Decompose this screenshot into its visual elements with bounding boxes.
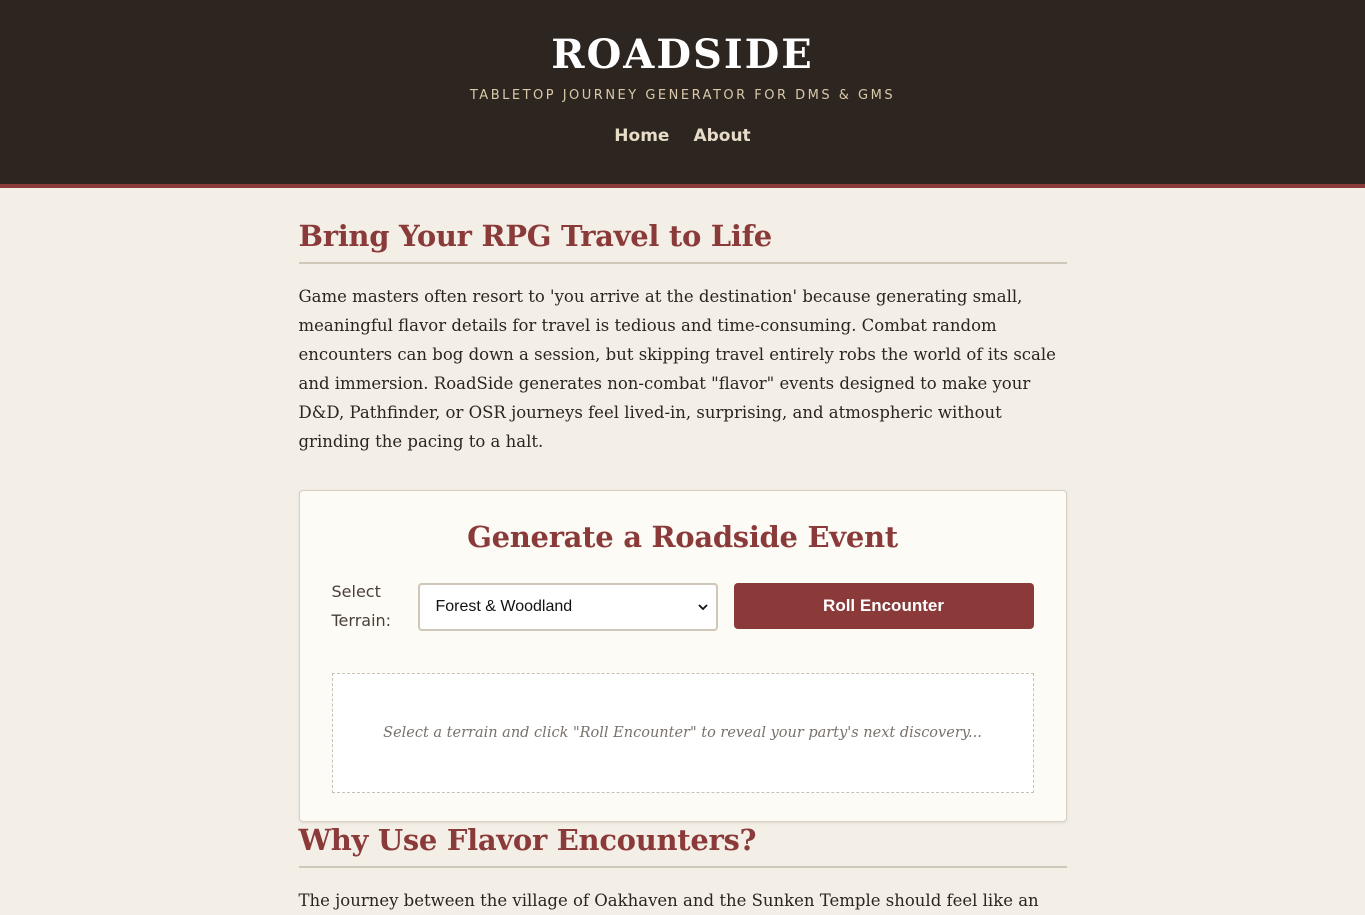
roll-encounter-button[interactable]: Roll Encounter xyxy=(734,583,1034,629)
nav-home-link[interactable]: Home xyxy=(614,126,670,146)
why-title: Why Use Flavor Encounters? xyxy=(299,822,1067,868)
terrain-selected-value: Forest & Woodland xyxy=(435,598,573,615)
main-nav xyxy=(0,126,1365,146)
chevron-down-icon xyxy=(698,602,708,612)
site-header xyxy=(0,0,1365,188)
generator-title: Generate a Roadside Event xyxy=(467,520,898,554)
terrain-label: Select Terrain: xyxy=(331,582,392,630)
generator-card xyxy=(299,490,1067,822)
main-content xyxy=(299,188,1067,915)
why-text: The journey between the village of Oakhaven and the Sunken Temple should feel like an xyxy=(298,891,1039,910)
intro-title: Bring Your RPG Travel to Life xyxy=(299,218,1067,264)
site-brand: ROADSIDE xyxy=(551,31,814,78)
result-placeholder-text: Select a terrain and click "Roll Encounter" to reveal your party's next discovery... xyxy=(383,725,982,741)
encounter-result-box xyxy=(332,673,1034,793)
terrain-select[interactable] xyxy=(418,583,718,631)
site-tagline: TABLETOP JOURNEY GENERATOR FOR DMS & GMS xyxy=(469,88,896,103)
nav-about-link[interactable]: About xyxy=(693,126,751,146)
intro-text: Game masters often resort to 'you arrive at the destination' because generating small, meaningful flavor details for travel is tedious and time-consuming. Combat random encounters can bog down a session, but skipping travel entirely robs the world of its scale and immersion. RoadSide generates non-combat "flavor" events designed to make your D&D, Pathfinder, or OSR journeys feel lived-in, surprising, and atmospheric without grinding the pacing to a halt. xyxy=(298,287,1056,451)
generator-controls xyxy=(332,583,1034,635)
